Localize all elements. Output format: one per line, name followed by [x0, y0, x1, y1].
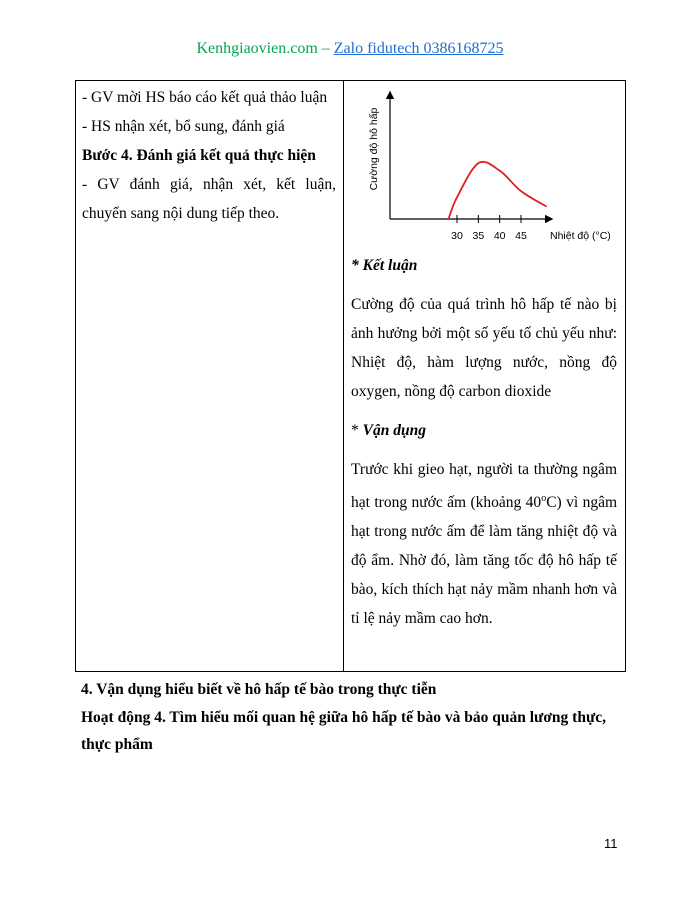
x-tick-label: 45: [515, 230, 527, 242]
x-tick-label: 40: [493, 230, 506, 242]
apply-heading: [351, 416, 617, 445]
respiration-curve: [448, 162, 546, 219]
apply-text: Trước khi gieo hạt, người ta thường ngâm hạt trong nước ấm (khoảng 40$^o$C) vì ngâm hạt trong nước ấm để làm tăng nhiệt độ và độ ẩm. Nhờ đó, làm tăng tốc độ hô hấp tế bào, kích thích hạt nảy mầm nhanh hơn và tỉ lệ nảy mầm cao hơn.: [351, 461, 618, 628]
lesson-table: [75, 80, 626, 672]
page-number: 11: [604, 836, 618, 851]
conclusion-title: * Kết luận: [351, 257, 418, 274]
left-line-feedback: - HS nhận xét, bổ sung, đánh giá: [82, 118, 285, 135]
left-cell: [76, 81, 344, 672]
contact-link[interactable]: Zalo fidutech 0386168725: [333, 40, 504, 57]
x-tick-label: 35: [472, 230, 485, 242]
step4-title: Bước 4. Đánh giá kết quả thực hiện: [82, 147, 316, 164]
conclusion-text: Cường độ của quá trình hô hấp tế nào bị ảnh hưởng bởi một số yếu tố chủ yếu như: Nhiệt độ, hàm lượng nước, nồng độ oxygen, nồng độ carbon dioxide: [351, 296, 617, 400]
apply-title: Vận dụng: [362, 422, 426, 439]
right-cell: [344, 81, 626, 672]
respiration-temperature-chart: [355, 81, 617, 251]
y-axis-label: Cường độ hô hấp: [368, 107, 380, 191]
x-axis-label: Nhiệt độ (°C): [550, 230, 611, 242]
page-header: [0, 40, 700, 58]
section-heading: 4. Vận dụng hiểu biết về hô hấp tế bào trong thực tiễn: [81, 681, 437, 698]
activity-heading: Hoạt động 4. Tìm hiểu mối quan hệ giữa hô hấp tế bào và bảo quản lương thực, thực phẩm: [81, 709, 607, 753]
header-separator: –: [317, 40, 334, 57]
site-name: Kenhgiaovien.com: [196, 40, 318, 57]
left-line-report: - GV mời HS báo cáo kết quả thảo luận: [82, 89, 328, 106]
step4-text: - GV đánh giá, nhận xét, kết luận, chuyển sang nội dung tiếp theo.: [82, 176, 336, 222]
x-tick-label: 30: [451, 230, 463, 242]
apply-star: *: [351, 422, 363, 439]
